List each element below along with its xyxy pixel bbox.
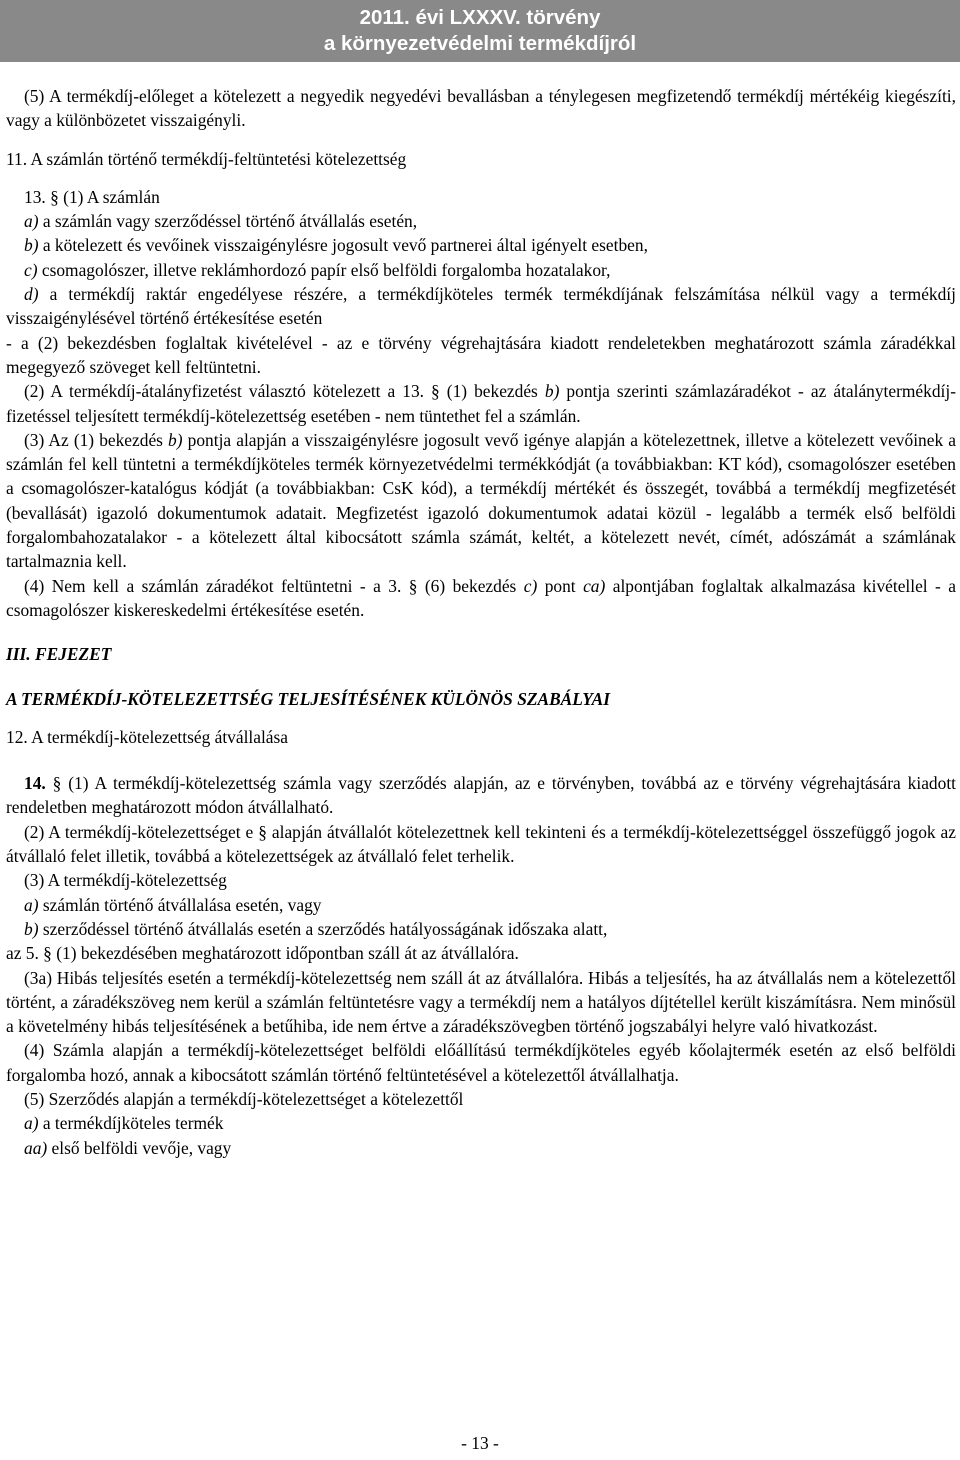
list-item-b: b) szerződéssel történő átvállalás esetén a szerződés hatályosságának időszaka alatt, (24, 918, 608, 939)
document-body (6, 84, 956, 1160)
section-14-paragraph-5: (5) Szerződés alapján a termékdíj-kötelezettséget a kötelezettől (24, 1088, 464, 1109)
chapter-number: III. FEJEZET (6, 644, 112, 665)
chapter-title: A TERMÉKDÍJ-KÖTELEZETTSÉG TELJESÍTÉSÉNEK KÜLÖNÖS SZABÁLYAI (6, 688, 610, 709)
section-14-paragraph-3-end: az 5. § (1) bekezdésében meghatározott időpontban száll át az átvállalóra. (6, 943, 519, 964)
section-number: 13. (24, 186, 46, 207)
document-header (0, 0, 960, 62)
page-number: - 13 - (461, 1433, 499, 1453)
section-14-paragraph-2: (2) A termékdíj-kötelezettséget e § alapján átvállalót kötelezettnek kell tekinteni és a termékdíj-kötelezettséggel összefüggő jogok az átvállaló felet illetik, továbbá a kötelezettségek az átvállaló felet terhelik. (6, 821, 956, 867)
section-13-intro: 13. § (1) A számlán (24, 186, 160, 207)
section-14-paragraph-1: 14. § (1) A termékdíj-kötelezettség számla vagy szerződés alapján, az e törvényben, továbbá az e törvény végrehajtására kiadott rendeletben meghatározott módon átvállalható. (6, 773, 956, 818)
section-14-paragraph-4: (4) Számla alapján a termékdíj-kötelezettséget belföldi előállítású termékdíjköteles egyéb kőolajtermék esetén az első belföldi forgalomba hozó, annak a kibocsátott számlán történő feltüntetésével a kötelezettől átvállalhatja. (6, 1040, 956, 1085)
section-number: 14. (24, 773, 46, 794)
section-14-paragraph-3a: (3a) Hibás teljesítés esetén a termékdíj-kötelezettség nem száll át az átvállalóra. Hibás a teljesítés, ha az átvállalás nem a kötelezettől történt, a záradékszöveg nem kerül a számlán feltüntetésre vagy a termékdíj nem a hatályos díjtétellel került kiszámításra. Nem minősül a követelmény hibás teljesítésének a betűhiba, ide nem értve a záradékszövegben történő jogszabályi helyre való hivatkozást. (6, 967, 956, 1037)
subtitle-11: 11. A számlán történő termékdíj-feltüntetési kötelezettség (6, 148, 407, 169)
section-14-paragraph-3: (3) A termékdíj-kötelezettség (24, 870, 227, 891)
section-13-paragraph-4: (4) Nem kell a számlán záradékot feltüntetni - a 3. § (6) bekezdés c) pont ca) alpontjában foglaltak alkalmazása kivétellel - a csomagolószer kiskereskedelmi értékesítése esetén. (6, 575, 956, 620)
list-item-a: a) számlán történő átvállalása esetén, vagy (24, 894, 322, 915)
list-item-aa: aa) első belföldi vevője, vagy (24, 1137, 232, 1158)
section-sign: § (50, 186, 59, 207)
section-13-closing: - a (2) bekezdésben foglaltak kivételével - az e törvény végrehajtására kiadott rendeletekben meghatározott számla záradékkal megegyező szöveget kell feltüntetni. (6, 332, 956, 377)
list-item-b: b) a kötelezett és vevőinek visszaigénylésre jogosult vevő partnerei által igényelt esetben, (24, 235, 648, 256)
paragraph-5: (5) A termékdíj-előleget a kötelezett a negyedik negyedévi bevallásban a ténylegesen megfizetendő termékdíj mértékéig kiegészíti, vagy a különbözetet visszaigényli. (6, 86, 956, 131)
subtitle-12: 12. A termékdíj-kötelezettség átvállalása (6, 726, 289, 747)
law-subtitle: a környezetvédelmi termékdíjról (323, 32, 637, 55)
list-item-a: a) a számlán vagy szerződéssel történő átvállalás esetén, (24, 211, 418, 232)
law-title: 2011. évi LXXXV. törvény (359, 6, 601, 29)
list-item-d: d) a termékdíj raktár engedélyese részére, a termékdíjköteles termék termékdíjának felszámítása nélkül vagy a termékdíj visszaigénylésével történő értékesítése esetén (6, 284, 956, 329)
section-13-paragraph-3: (3) Az (1) bekezdés b) pontja alapján a visszaigénylésre jogosult vevő igénye alapján a kötelezettnek, illetve a kötelezett vevőinek a számlán fel kell tüntetni a termékdíjköteles termék környezetvédelmi termékkódját (a továbbiakban: KT kód), csomagolószer esetében a csomagolószer-katalógus kódját (a továbbiakban: CsK kód), a termékdíj mértékét és összegét, továbbá a termékdíj megfizetését (bevallását) igazoló dokumentumok adatait. Megfizetést igazoló dokumentumok adatai közül - legalább a termék első belföldi forgalombahozatalakor - a kötelezett által kibocsátott számla számát, keltét, a kötelezett nevét, címét, adószámát a számlának tartalmaznia kell. (6, 429, 956, 572)
list-item-c: c) csomagolószer, illetve reklámhordozó papír első belföldi forgalomba hozatalakor, (24, 259, 611, 280)
list-item-a: a) a termékdíjköteles termék (24, 1113, 224, 1134)
section-13-paragraph-2: (2) A termékdíj-átalányfizetést választó kötelezett a 13. § (1) bekezdés b) pontja szerinti számlazáradékot - az átalánytermékdíj-fizetéssel teljesített termékdíj-kötelezettség esetében - nem tüntethet fel a számlán. (6, 381, 956, 426)
